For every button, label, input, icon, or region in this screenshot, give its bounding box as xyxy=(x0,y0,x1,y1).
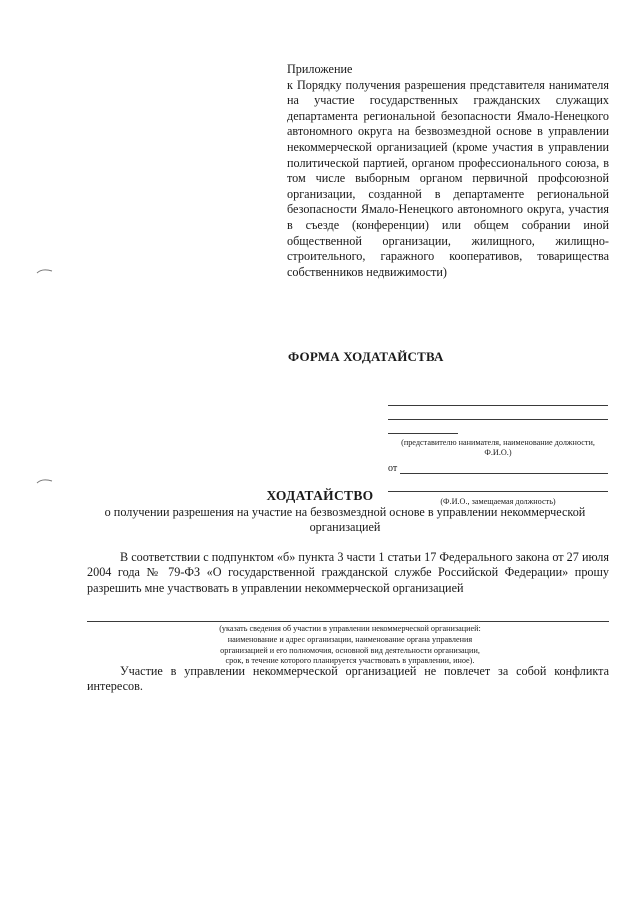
closing-statement: Участие в управлении некоммерческой организацией не повлечет за собой конфликта интересов. xyxy=(87,664,609,694)
hint-line: организацией и его полномочия, основной вид деятельности организации, xyxy=(220,645,480,655)
appendix-title: Приложение xyxy=(287,62,353,76)
from-line xyxy=(400,462,608,474)
organization-hint xyxy=(150,624,550,667)
hint-line: срок, в течение которого планируется участвовать в управлении, иное). xyxy=(225,656,475,666)
petition-title: ХОДАТАЙСТВО xyxy=(266,488,374,503)
from-label: от xyxy=(388,463,398,474)
sender-note: (Ф.И.О., замещаемая должность) xyxy=(440,497,556,506)
form-title: ФОРМА ХОДАТАЙСТВА xyxy=(288,349,444,364)
petition-body: В соответствии с подпунктом «б» пункта 3 части 1 статьи 17 Федерального закона от 27 июля 2004 года № 79-ФЗ «О государственной гражданской службе Российской Федерации» прошу разрешить мне участвовать в управлении некоммерческой организацией xyxy=(87,550,609,595)
appendix-block xyxy=(287,62,609,280)
petition-subtitle: о получении разрешения на участие на безвозмездной основе в управлении некоммерческой организацией xyxy=(104,505,586,534)
addressee-line xyxy=(388,392,608,406)
addressee-note: (представителю нанимателя, наименование должности, Ф.И.О.) xyxy=(401,438,595,457)
from-row xyxy=(388,462,608,474)
hint-line: (указать сведения об участии в управлении некоммерческой организацией: xyxy=(219,624,481,633)
organization-fill-line xyxy=(87,621,609,622)
addressee-line xyxy=(388,406,608,420)
scan-artifact-mark xyxy=(36,262,54,280)
hint-line: наименование и адрес организации, наименование органа управления xyxy=(227,634,473,644)
appendix-text: к Порядку получения разрешения представителя нанимателя на участие государственных гражданских служащих департамента региональной безопасности Ямало-Ненецкого автономного округа на безвозмездной основе в управлении некоммерческой организацией (кроме участия в управлении политической партией, органом профессионального союза, в том числе выборным органом первичной профсоюзной организации, созданной в департаменте региональной безопасности Ямало-Ненецкого автономного округа, участия в съезде (конференции) или общем собрании иной общественной организации, жилищного, жилищно-строительного, гаражного кооперативов, товарищества собственников недвижимости) xyxy=(287,77,609,279)
addressee-line xyxy=(388,420,458,434)
